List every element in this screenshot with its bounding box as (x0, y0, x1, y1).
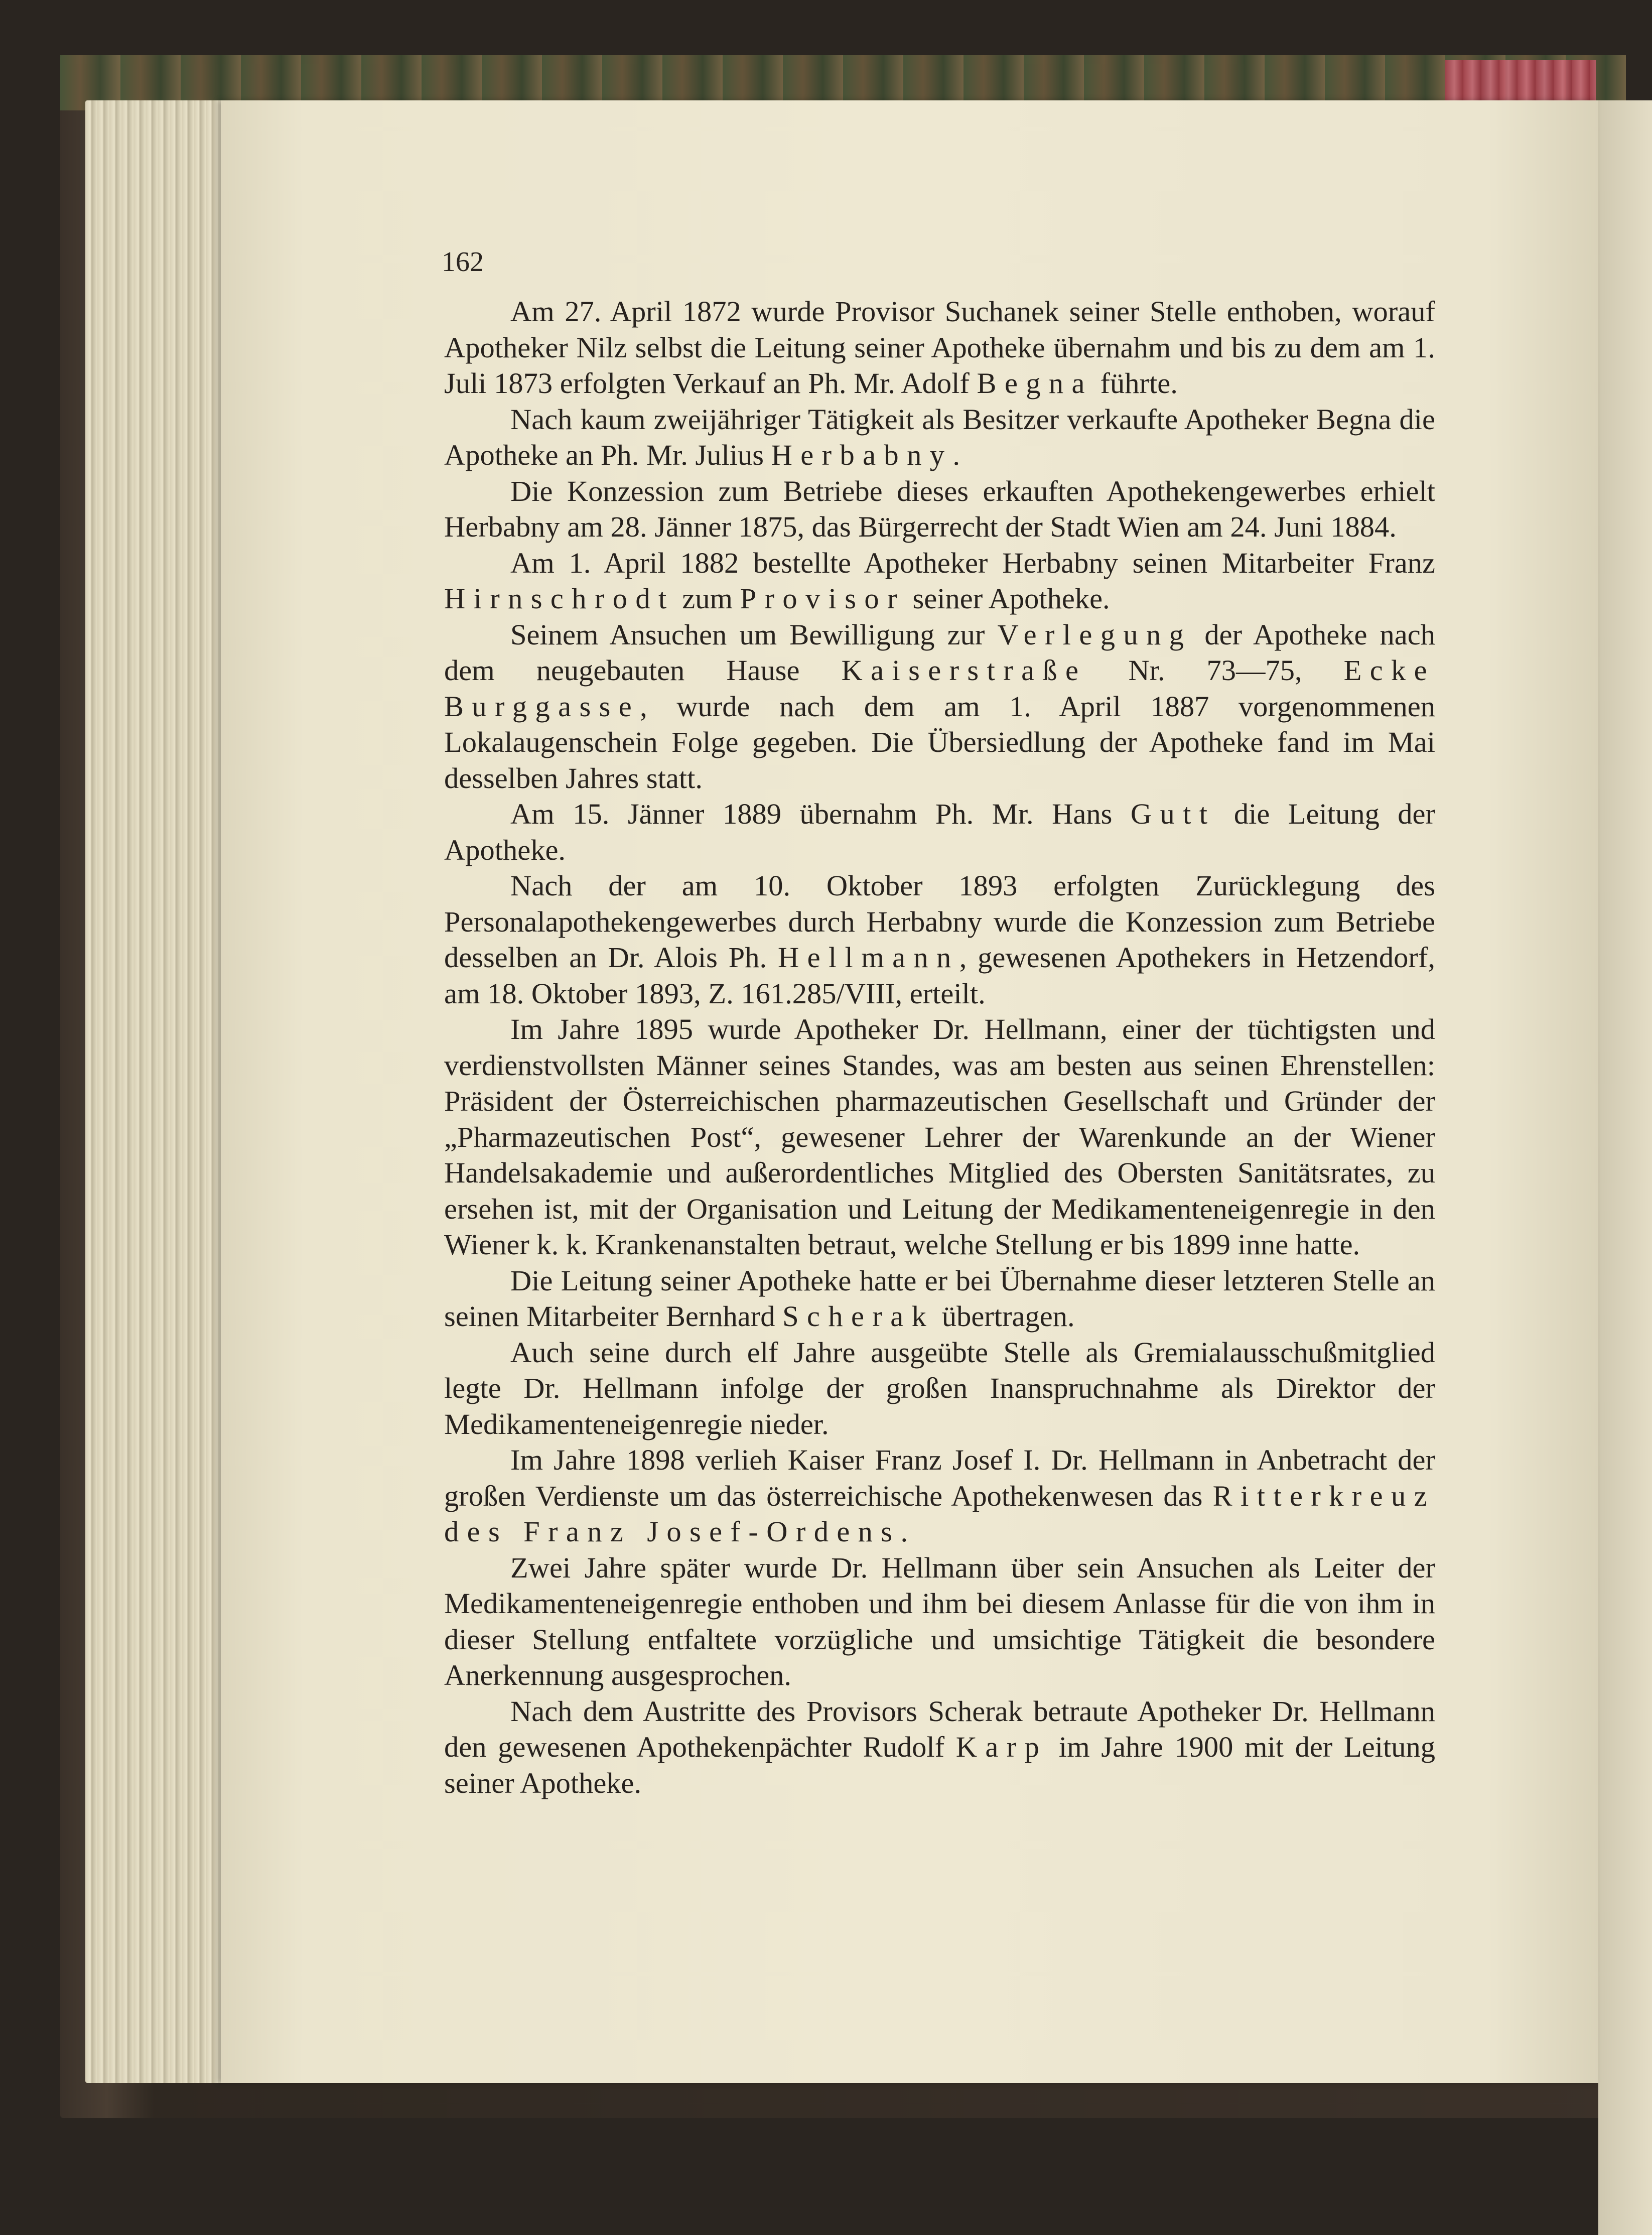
paragraph (444, 868, 1435, 1011)
text-run: . (900, 1515, 908, 1548)
text-run: übertragen. (934, 1300, 1075, 1333)
paragraph (444, 617, 1435, 797)
paragraph (444, 473, 1435, 545)
text-run: Seinem Ansuchen um Bewilligung zur (510, 618, 998, 651)
text-run: Nach kaum zweijähriger Tätigkeit als Besitzer verkaufte Apotheker Begna die Apotheke an Ph. Mr. Julius (444, 403, 1435, 471)
spaced-emphasis: Ritterkreuz des Franz Josef-Ordens (444, 1479, 1435, 1548)
text-run: der Apotheke nach dem neugebauten Hause (444, 618, 1435, 687)
paragraph (444, 1550, 1435, 1693)
spaced-emphasis: Provisor (740, 582, 905, 615)
text-run: Am 27. April 1872 wurde Provisor Suchanek seiner Stelle enthoben, worauf Apotheker Nilz selbst die Leitung seiner Apotheke übernahm und bis zu dem am 1. Juli 1873 erfolgten Verkauf an Ph. Mr. Adolf (444, 295, 1435, 400)
paragraph (444, 1263, 1435, 1335)
spaced-emphasis: Herbabny (771, 439, 953, 471)
text-run: Im Jahre 1895 wurde Apotheker Dr. Hellmann, einer der tüchtigsten und verdienstvollsten Männer seines Standes, was am besten aus seinen Ehrenstellen: Präsident der Österreichischen pharmazeutischen Gesellschaft und Gründer der „Pharmazeutischen Post“, gewesener Lehrer der Warenkunde an der Wiener Handelsakademie und außerordentliches Mitglied des Obersten Sanitätsrates, zu ersehen ist, mit der Organisation und Leitung der Medikamenteneigenregie in den Wiener k. k. Krankenanstalten betraut, welche Stellung er bis 1899 inne hatte. (444, 1013, 1435, 1261)
text-run: Am 15. Jänner 1889 übernahm Ph. Mr. Hans (510, 798, 1131, 830)
spaced-emphasis: Ecke Burggasse (444, 654, 1436, 723)
text-run: , gewesenen Apothekers in Hetzendorf, am 18. Oktober 1893, Z. 161.285/VIII, erteilt. (444, 941, 1435, 1010)
text-run: Am 1. April 1882 bestellte Apotheker Herbabny seinen Mitarbeiter Franz (510, 546, 1435, 579)
paragraph (444, 796, 1435, 868)
paragraph (444, 402, 1435, 473)
paragraph (444, 545, 1435, 617)
spaced-emphasis: Hellmann (777, 941, 959, 974)
page-number: 162 (442, 246, 484, 278)
paragraph (444, 1442, 1435, 1550)
text-run: im Jahre 1900 mit der Leitung seiner Apotheke. (444, 1731, 1435, 1799)
text-run: Die Konzession zum Betriebe dieses erkauften Apothekengewerbes erhielt Herbabny am 28. Jänner 1875, das Bürgerrecht der Stadt Wien am 24. Juni 1884. (444, 474, 1435, 543)
paragraph (444, 1335, 1435, 1442)
paragraph (444, 1693, 1435, 1801)
paragraph (444, 1011, 1435, 1263)
spaced-emphasis: Karp (955, 1731, 1048, 1763)
text-run: seiner Apotheke. (905, 582, 1110, 615)
spaced-emphasis: Hirnschrodt (444, 582, 675, 615)
spaced-emphasis: Begna (977, 367, 1093, 400)
text-run: zum (674, 582, 740, 615)
spaced-emphasis: Verlegung (997, 618, 1192, 651)
text-run: Auch seine durch elf Jahre ausgeübte Stelle als Gremialausschußmitglied legte Dr. Hellmann infolge der großen Inanspruchnahme als Direktor der Medikamenteneigenregie nieder. (444, 1336, 1435, 1440)
page-edges (85, 100, 236, 2083)
text-run: führte. (1092, 367, 1178, 400)
spaced-emphasis: Kaiserstraße (841, 654, 1087, 687)
body-text (444, 294, 1435, 1801)
text-run: die Leitung der Apotheke. (444, 798, 1435, 866)
text-run: Nr. 73—75, (1086, 654, 1344, 687)
text-run: Im Jahre 1898 verlieh Kaiser Franz Josef I. Dr. Hellmann in Anbetracht der großen Verdienste um das österreichische Apothekenwesen das (444, 1443, 1435, 1512)
spaced-emphasis: Gutt (1130, 798, 1216, 830)
spaced-emphasis: Scherak (782, 1300, 935, 1333)
text-run: . (952, 439, 960, 471)
paragraph (444, 294, 1435, 402)
text-run: Nach dem Austritte des Provisors Scherak betraute Apotheker Dr. Hellmann den gewesenen Apothekenpächter Rudolf (444, 1694, 1435, 1763)
facing-page-edge (1598, 100, 1652, 2235)
text-run: Nach der am 10. Oktober 1893 erfolgten Zurücklegung des Personalapothekengewerbes durch Herbabny wurde die Konzession zum Betriebe desselben an Dr. Alois Ph. (444, 869, 1435, 974)
text-run: Zwei Jahre später wurde Dr. Hellmann über sein Ansuchen als Leiter der Medikamenteneigenregie enthoben und ihm bei diesem Anlasse für die von ihm in dieser Stellung entfaltete vorzügliche und umsichtige Tätigkeit die besondere Anerkennung ausgesprochen. (444, 1551, 1435, 1691)
text-run: , wurde nach dem am 1. April 1887 vorgenommenen Lokalaugenschein Folge gegeben. Die Übersiedlung der Apotheke fand im Mai desselben Jahres statt. (444, 690, 1435, 795)
text-run: Die Leitung seiner Apotheke hatte er bei Übernahme dieser letzteren Stelle an seinen Mitarbeiter Bernhard (444, 1264, 1435, 1333)
